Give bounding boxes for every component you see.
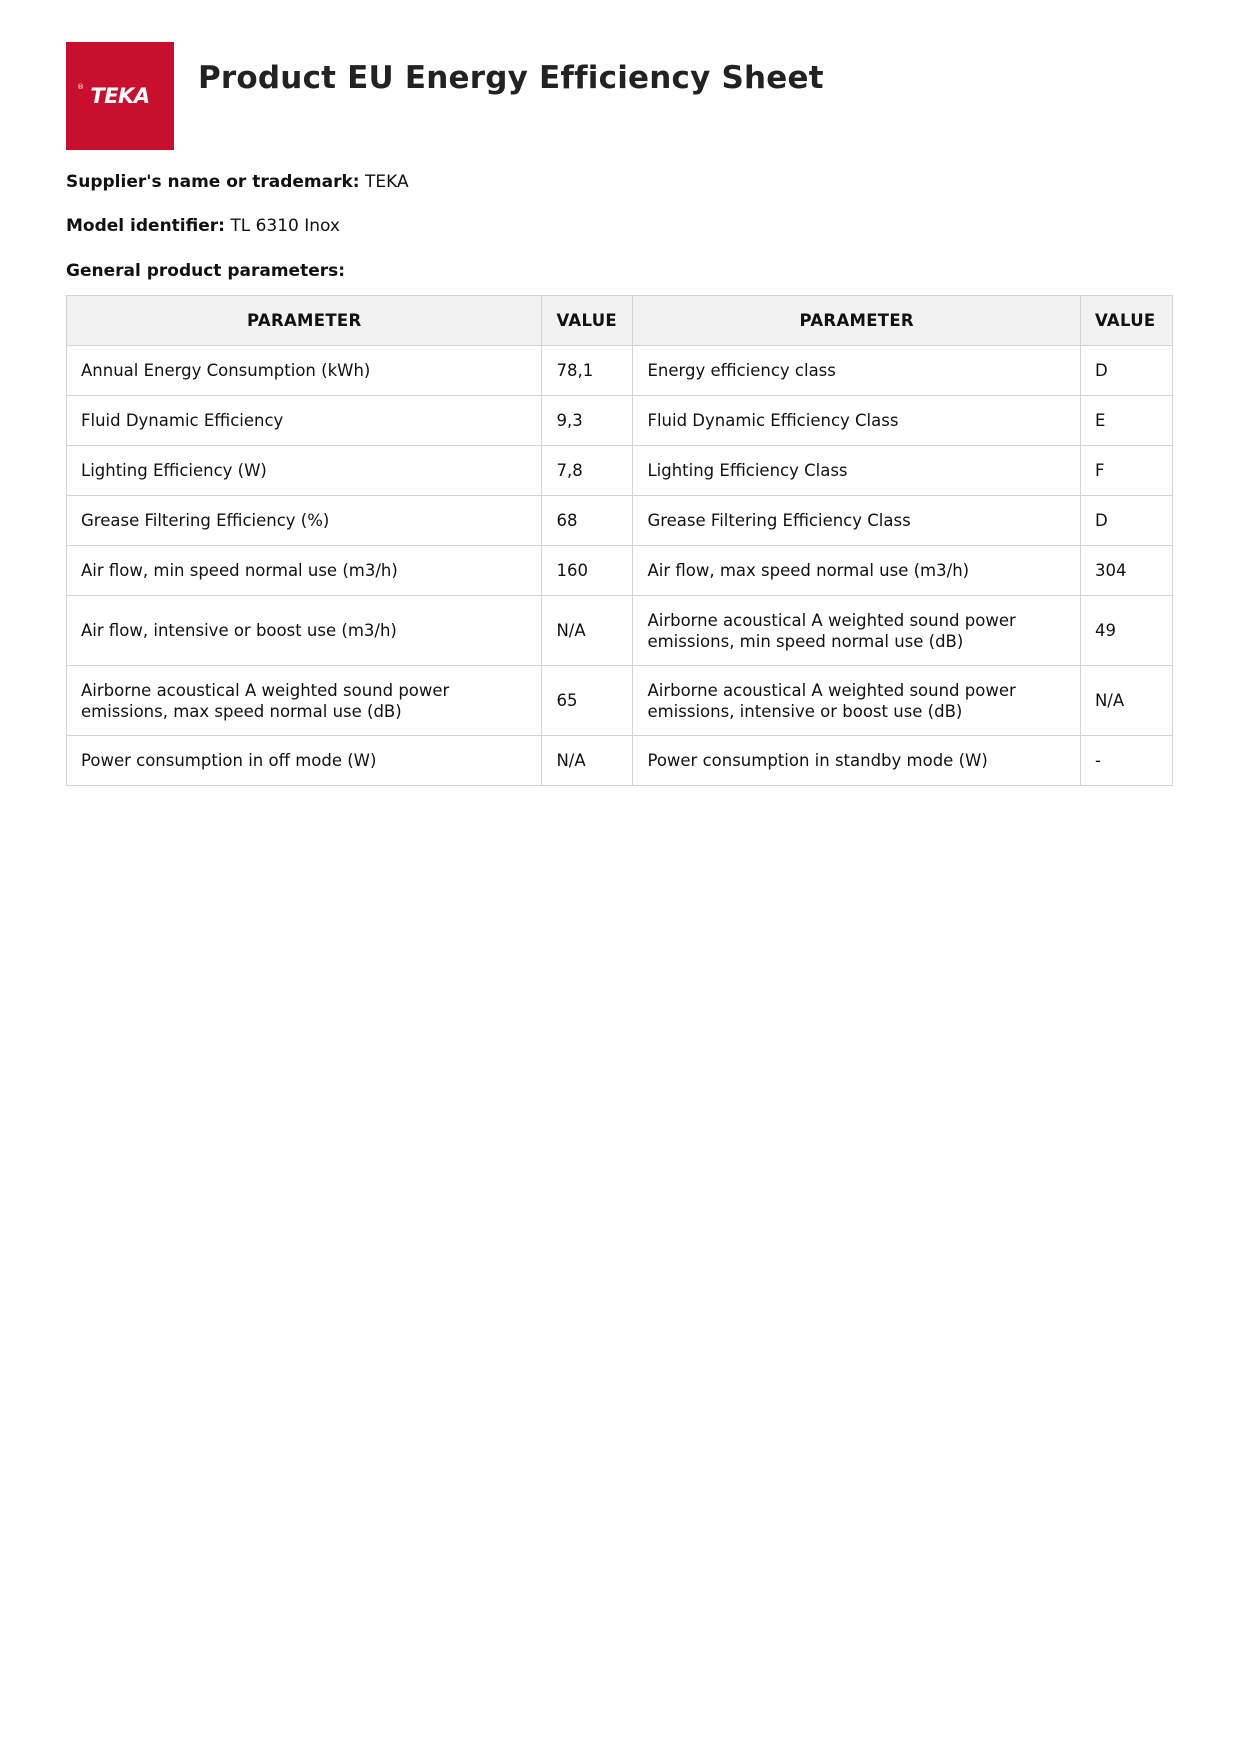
- parameter-cell: Annual Energy Consumption (kWh): [67, 346, 542, 396]
- table-row: [67, 396, 1173, 446]
- value-cell: F: [1080, 446, 1172, 496]
- parameters-table: [66, 295, 1173, 786]
- model-label: Model identifier:: [66, 216, 225, 236]
- value-cell: 68: [542, 496, 633, 546]
- parameter-cell: Airborne acoustical A weighted sound power emissions, max speed normal use (dB): [67, 666, 542, 736]
- table-row: [67, 346, 1173, 396]
- table-row: [67, 546, 1173, 596]
- parameter-cell: Power consumption in standby mode (W): [633, 736, 1081, 786]
- table-row: [67, 596, 1173, 666]
- energy-sheet-page: [66, 42, 1172, 770]
- model-line: [66, 216, 340, 236]
- value-cell: 160: [542, 546, 633, 596]
- supplier-value: TEKA: [364, 172, 409, 192]
- value-cell: N/A: [542, 596, 633, 666]
- parameter-cell: Air flow, max speed normal use (m3/h): [633, 546, 1081, 596]
- value-cell: E: [1080, 396, 1172, 446]
- parameter-cell: Airborne acoustical A weighted sound power emissions, intensive or boost use (dB): [633, 666, 1081, 736]
- value-cell: 65: [542, 666, 633, 736]
- general-parameters-heading: General product parameters:: [66, 261, 346, 281]
- value-cell: -: [1080, 736, 1172, 786]
- value-cell: N/A: [542, 736, 633, 786]
- table-row: [67, 666, 1173, 736]
- teka-logo: [66, 42, 174, 150]
- parameter-cell: Fluid Dynamic Efficiency Class: [633, 396, 1081, 446]
- header-parameter-right: PARAMETER: [633, 296, 1081, 346]
- parameter-cell: Grease Filtering Efficiency Class: [633, 496, 1081, 546]
- table-row: [67, 446, 1173, 496]
- parameter-cell: Grease Filtering Efficiency (%): [67, 496, 542, 546]
- table-header-row: [67, 296, 1173, 346]
- value-cell: 304: [1080, 546, 1172, 596]
- logo-registered-mark-icon: ®: [77, 83, 84, 91]
- value-cell: 7,8: [542, 446, 633, 496]
- value-cell: D: [1080, 346, 1172, 396]
- supplier-line: [66, 172, 409, 192]
- page-title: Product EU Energy Efficiency Sheet: [198, 60, 824, 96]
- logo-text: TEKA: [90, 84, 150, 108]
- value-cell: N/A: [1080, 666, 1172, 736]
- value-cell: 9,3: [542, 396, 633, 446]
- supplier-label: Supplier's name or trademark:: [66, 172, 360, 192]
- parameter-cell: Power consumption in off mode (W): [67, 736, 542, 786]
- parameter-cell: Lighting Efficiency (W): [67, 446, 542, 496]
- value-cell: 49: [1080, 596, 1172, 666]
- parameter-cell: Airborne acoustical A weighted sound power emissions, min speed normal use (dB): [633, 596, 1081, 666]
- parameter-cell: Fluid Dynamic Efficiency: [67, 396, 542, 446]
- value-cell: D: [1080, 496, 1172, 546]
- value-cell: 78,1: [542, 346, 633, 396]
- header-value-left: VALUE: [542, 296, 633, 346]
- header-value-right: VALUE: [1080, 296, 1172, 346]
- table-row: [67, 736, 1173, 786]
- parameter-cell: Air flow, intensive or boost use (m3/h): [67, 596, 542, 666]
- parameter-cell: Air flow, min speed normal use (m3/h): [67, 546, 542, 596]
- sheet-header: [66, 42, 1172, 150]
- model-value: TL 6310 Inox: [230, 216, 340, 236]
- parameter-cell: Energy efficiency class: [633, 346, 1081, 396]
- header-parameter-left: PARAMETER: [67, 296, 542, 346]
- table-row: [67, 496, 1173, 546]
- parameter-cell: Lighting Efficiency Class: [633, 446, 1081, 496]
